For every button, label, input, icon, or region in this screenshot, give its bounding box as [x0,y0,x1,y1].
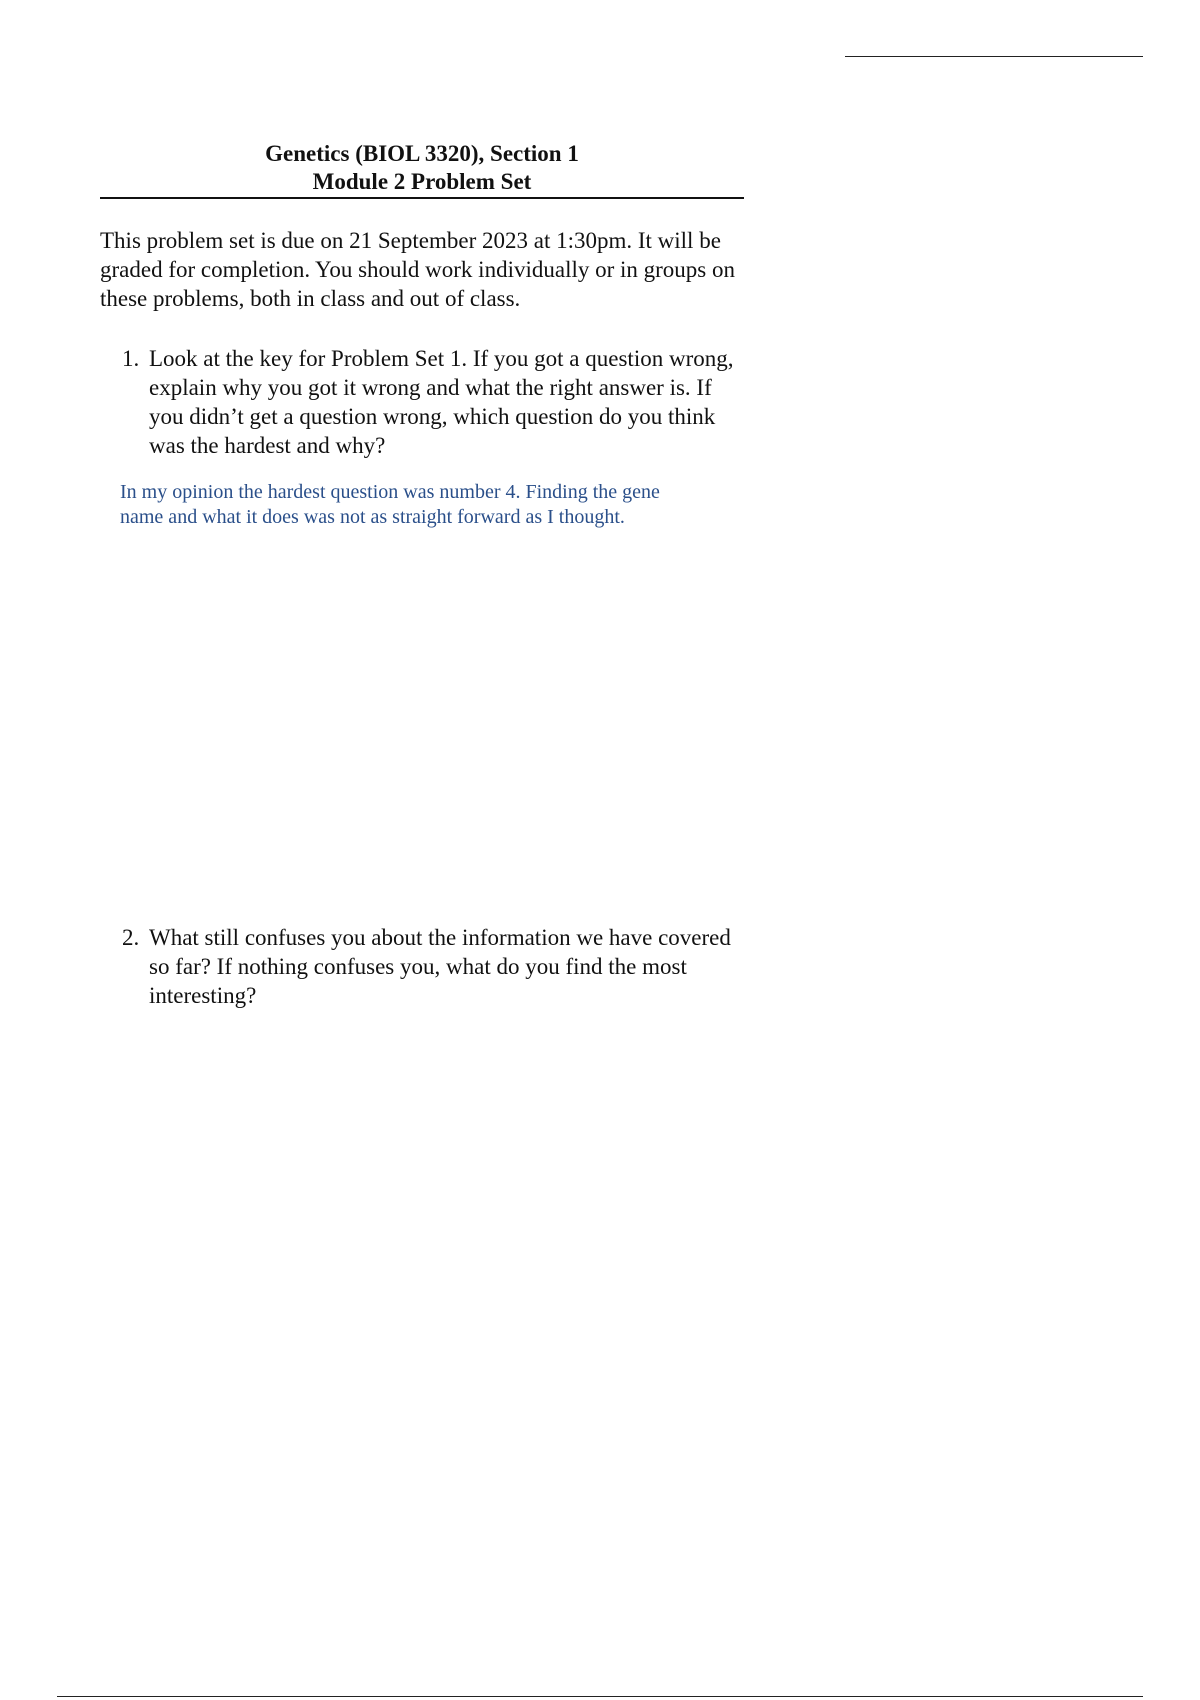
course-title: Genetics (BIOL 3320), Section 1 [265,141,579,166]
question-1 [122,344,742,460]
problem-set-title: Module 2 Problem Set [312,169,532,194]
question-2-number: 2. [122,925,140,950]
question-2 [122,923,742,1010]
question-1-number: 1. [122,346,140,371]
question-1-answer: In my opinion the hardest question was number 4. Finding the gene name and what it does was not as straight forward as I thought. [120,481,660,528]
document-header [100,140,744,199]
top-rule [845,56,1143,57]
question-1-text: Look at the key for Problem Set 1. If you got a question wrong, explain why you got it wrong and what the right answer is. If you didn’t get a question wrong, which question do you think was the hardest and why? [149,346,734,458]
question-2-text: What still confuses you about the information we have covered so far? If nothing confuses you, what do you find the most interesting? [149,925,731,1008]
intro-paragraph: This problem set is due on 21 September 2023 at 1:30pm. It will be graded for completion. You should work individually or in groups on these problems, both in class and out of class. [100,228,736,311]
bottom-rule [57,1696,1143,1697]
